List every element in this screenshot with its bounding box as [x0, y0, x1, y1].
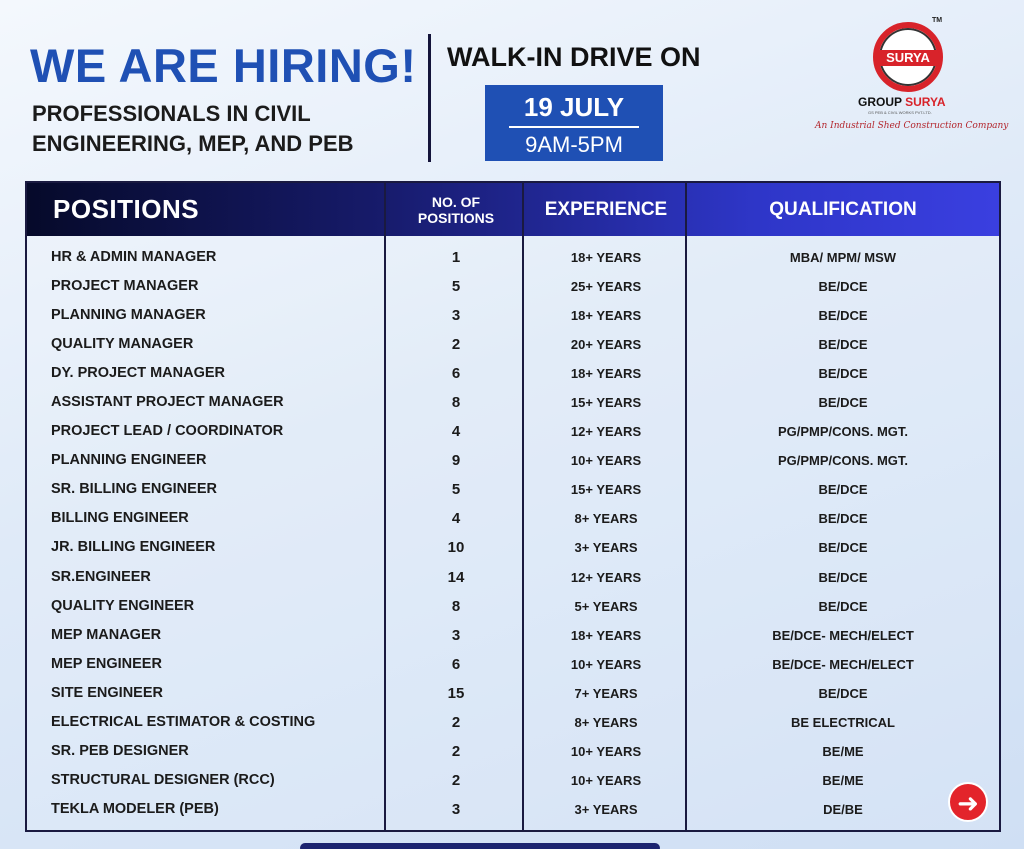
cell-qualification: BE ELECTRICAL [791, 714, 895, 730]
positions-table [25, 181, 1001, 832]
cell-count: 2 [451, 713, 461, 731]
header-positions: POSITIONS [53, 194, 200, 224]
table-row [27, 504, 999, 533]
table-row [27, 650, 999, 679]
cell-count: 4 [451, 510, 461, 528]
header-count: NO. OF POSITIONS [417, 193, 495, 226]
cell-qualification: BE/DCE- MECH/ELECT [772, 627, 914, 643]
header-experience: EXPERIENCE [544, 198, 668, 220]
cell-position: SR.ENGINEER [51, 568, 151, 585]
table-row [27, 737, 999, 766]
cell-qualification: BE/DCE [818, 540, 868, 556]
cell-position: PROJECT MANAGER [51, 278, 199, 295]
cell-count: 6 [451, 365, 461, 383]
logo-mark: SURYA [877, 50, 939, 66]
table-row [27, 272, 999, 301]
cell-position: TEKLA MODELER (PEB) [51, 800, 219, 817]
table-row [27, 301, 999, 330]
table-row [27, 388, 999, 417]
cell-position: MEP MANAGER [51, 626, 162, 643]
drive-date: 19 JULY [523, 92, 625, 122]
company-legal-name: GS PEB & CIVIL WORKS PVT.LTD. [868, 110, 932, 115]
cell-qualification: PG/PMP/CONS. MGT. [777, 424, 908, 440]
cell-count: 2 [451, 336, 461, 354]
table-row [27, 621, 999, 650]
table-row [27, 563, 999, 592]
header-divider [428, 34, 431, 162]
table-row [27, 446, 999, 475]
cell-count: 8 [451, 394, 461, 412]
cell-position: STRUCTURAL DESIGNER (RCC) [51, 771, 275, 788]
subline-line-1: PROFESSIONALS IN CIVIL [32, 101, 311, 126]
hiring-headline: WE ARE HIRING! [30, 39, 417, 92]
table-row [27, 417, 999, 446]
table-row [27, 533, 999, 562]
cell-experience: 5+ YEARS [574, 598, 638, 614]
table-row [27, 679, 999, 708]
cell-experience: 18+ YEARS [570, 308, 642, 324]
date-rule [509, 126, 639, 128]
cell-experience: 8+ YEARS [574, 714, 638, 730]
cell-count: 4 [451, 423, 461, 441]
subline-line-2: ENGINEERING, MEP, AND PEB [32, 131, 354, 156]
cell-count: 15 [447, 684, 465, 702]
cell-position: ELECTRICAL ESTIMATOR & COSTING [51, 713, 316, 730]
cell-qualification: BE/DCE [818, 395, 868, 411]
cell-qualification: BE/ME [822, 743, 864, 759]
table-row [27, 243, 999, 272]
table-row [27, 330, 999, 359]
cell-experience: 8+ YEARS [574, 511, 638, 527]
cell-qualification: BE/DCE- MECH/ELECT [772, 656, 914, 672]
table-row [27, 475, 999, 504]
cell-qualification: PG/PMP/CONS. MGT. [777, 453, 908, 469]
date-box [485, 85, 663, 161]
cell-count: 6 [451, 655, 461, 673]
table-header [27, 183, 999, 236]
trademark: TM [932, 17, 943, 24]
cell-qualification: DE/BE [823, 801, 863, 817]
cell-experience: 3+ YEARS [574, 540, 638, 556]
cell-position: PLANNING ENGINEER [51, 452, 207, 469]
cell-experience: 18+ YEARS [570, 627, 642, 643]
cell-count: 14 [447, 568, 465, 586]
cell-experience: 12+ YEARS [570, 569, 642, 585]
company-name-main: SURYA [905, 95, 946, 109]
header-qualification: QUALIFICATION [769, 198, 917, 220]
cell-qualification: BE/DCE [818, 598, 868, 614]
cell-qualification: BE/DCE [818, 337, 868, 353]
walkin-label: WALK-IN DRIVE ON [447, 42, 701, 72]
cell-count: 10 [447, 539, 465, 557]
company-name [858, 95, 946, 109]
table-row [27, 766, 999, 795]
company-tagline: An Industrial Shed Construction Company [815, 121, 1009, 131]
cell-position: PROJECT LEAD / COORDINATOR [51, 423, 284, 440]
bottom-bar [300, 843, 660, 849]
cell-qualification: BE/ME [822, 772, 864, 788]
cell-experience: 18+ YEARS [570, 250, 642, 265]
cell-position: DY. PROJECT MANAGER [51, 365, 226, 382]
cell-position: BILLING ENGINEER [51, 510, 189, 527]
next-button[interactable] [948, 782, 988, 822]
cell-count: 5 [451, 278, 461, 296]
cell-count: 3 [451, 626, 461, 644]
cell-count: 3 [451, 307, 461, 325]
cell-count: 2 [451, 771, 461, 789]
cell-position: QUALITY ENGINEER [51, 597, 195, 614]
cell-position: ASSISTANT PROJECT MANAGER [51, 394, 284, 411]
cell-position: MEP ENGINEER [51, 655, 162, 672]
cell-count: 9 [451, 452, 461, 470]
company-logo [873, 22, 943, 92]
cell-experience: 15+ YEARS [570, 482, 642, 498]
cell-position: QUALITY MANAGER [51, 336, 194, 353]
cell-experience: 20+ YEARS [570, 337, 642, 353]
cell-experience: 10+ YEARS [570, 453, 642, 469]
cell-experience: 10+ YEARS [570, 772, 642, 788]
cell-position: SITE ENGINEER [51, 684, 163, 701]
cell-experience: 3+ YEARS [574, 801, 638, 817]
cell-experience: 18+ YEARS [570, 366, 642, 382]
cell-qualification: BE/DCE [818, 569, 868, 585]
cell-count: 8 [451, 597, 461, 615]
table-body [27, 243, 999, 824]
arrow-right-icon: ➜ [957, 788, 979, 818]
table-row [27, 795, 999, 824]
cell-qualification: BE/DCE [818, 685, 868, 701]
cell-qualification: MBA/ MPM/ MSW [789, 250, 897, 265]
cell-qualification: BE/DCE [818, 308, 868, 324]
cell-experience: 10+ YEARS [570, 743, 642, 759]
cell-qualification: BE/DCE [818, 279, 868, 295]
cell-count: 2 [451, 742, 461, 760]
company-name-prefix: GROUP [858, 95, 902, 109]
drive-time: 9AM-5PM [525, 132, 623, 157]
hiring-subline [32, 99, 354, 159]
cell-position: HR & ADMIN MANAGER [51, 249, 217, 265]
cell-position: SR. PEB DESIGNER [51, 742, 189, 759]
cell-count: 1 [451, 249, 461, 266]
cell-experience: 7+ YEARS [574, 685, 638, 701]
cell-experience: 10+ YEARS [570, 656, 642, 672]
cell-qualification: BE/DCE [818, 366, 868, 382]
table-row [27, 359, 999, 388]
cell-experience: 12+ YEARS [570, 424, 642, 440]
cell-count: 3 [451, 800, 461, 818]
cell-position: PLANNING MANAGER [51, 307, 206, 324]
table-row [27, 592, 999, 621]
cell-position: JR. BILLING ENGINEER [51, 539, 216, 556]
cell-count: 5 [451, 481, 461, 499]
cell-qualification: BE/DCE [818, 482, 868, 498]
cell-position: SR. BILLING ENGINEER [51, 481, 217, 498]
cell-qualification: BE/DCE [818, 511, 868, 527]
cell-experience: 15+ YEARS [570, 395, 642, 411]
cell-experience: 25+ YEARS [570, 279, 642, 295]
table-row [27, 708, 999, 737]
